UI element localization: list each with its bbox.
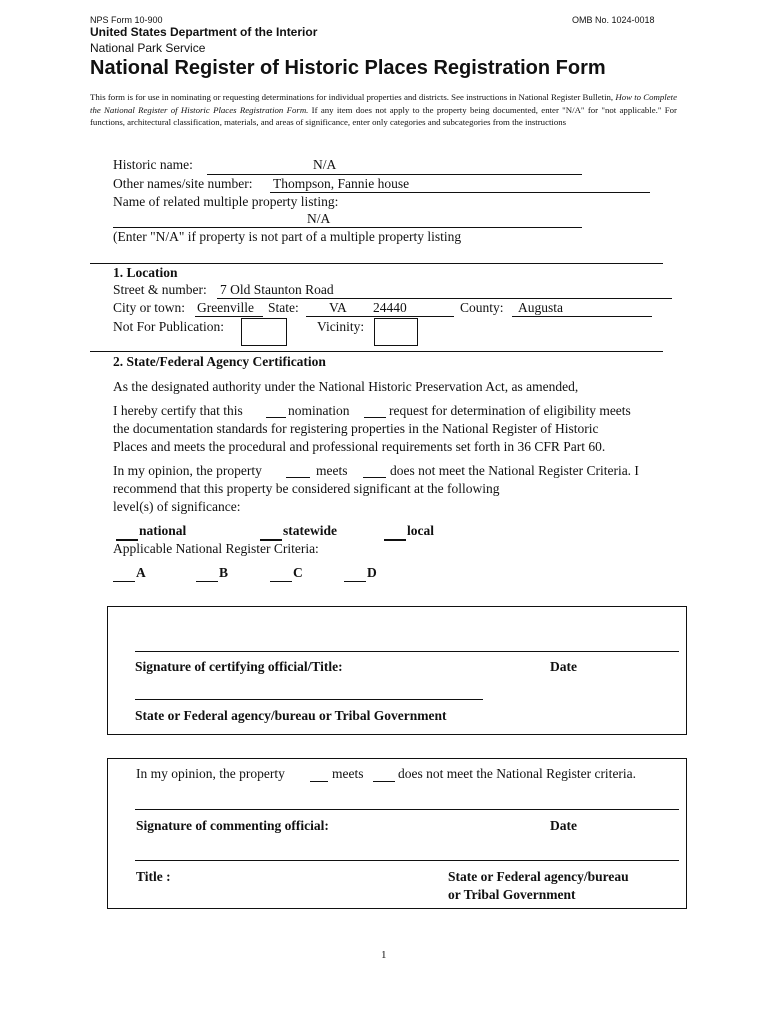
county-label: County: — [460, 300, 504, 315]
commenting-agency-label-line-2: or Tribal Government — [448, 887, 576, 902]
state-zip-underline — [306, 316, 454, 317]
certify-text-line-2: the documentation standards for registering properties in the National Register of Historic — [113, 421, 599, 436]
commenting-agency-label: State or Federal agency/bureau — [448, 869, 629, 884]
certifying-signature-label: Signature of certifying official/Title: — [135, 659, 343, 674]
commenting-title-label: Title : — [136, 869, 171, 884]
instructions-paragraph — [90, 91, 677, 129]
street-value[interactable]: 7 Old Staunton Road — [220, 282, 334, 297]
commenting-signature-label: Signature of commenting official: — [136, 818, 329, 833]
level-national: national — [139, 523, 187, 538]
criteria-b-blank[interactable] — [196, 581, 218, 582]
other-names-value[interactable]: Thompson, Fannie house — [273, 176, 410, 191]
agency-name: National Park Service — [90, 41, 206, 55]
commenting-signature-box — [107, 758, 687, 909]
commenting-does-not-meet-blank[interactable] — [373, 781, 395, 782]
other-names-underline — [270, 192, 650, 193]
county-value[interactable]: Augusta — [518, 300, 563, 315]
criteria-c-blank[interactable] — [270, 581, 292, 582]
criteria-a-blank[interactable] — [113, 581, 135, 582]
criteria-d-blank[interactable] — [344, 581, 366, 582]
city-label: City or town: — [113, 300, 186, 315]
county-underline — [512, 316, 652, 317]
commenting-meets-option: meets — [332, 766, 364, 781]
instructions-bulletin-title: How to Complete the National Register of Historic Places Registration Form. — [90, 92, 677, 115]
local-blank[interactable] — [384, 539, 406, 541]
certify-text: I hereby certify that this — [113, 403, 243, 418]
commenting-signature-line[interactable] — [135, 809, 679, 810]
other-names-label: Other names/site number: — [113, 176, 253, 191]
commenting-date-label: Date — [550, 818, 577, 833]
opinion-text: In my opinion, the property — [113, 463, 262, 478]
section-divider — [90, 263, 663, 264]
related-listing-label: Name of related multiple property listing: — [113, 194, 339, 209]
city-value[interactable]: Greenville — [197, 300, 254, 315]
street-label: Street & number: — [113, 282, 207, 297]
level-statewide: statewide — [283, 523, 337, 538]
related-listing-note: (Enter "N/A" if property is not part of a multiple property listing — [113, 229, 462, 244]
meets-option: meets — [316, 463, 348, 478]
certifying-agency-label: State or Federal agency/bureau or Tribal Government — [135, 708, 447, 723]
form-number: NPS Form 10-900 — [90, 15, 163, 25]
page-number: 1 — [381, 949, 387, 961]
department-name: United States Department of the Interior — [90, 25, 318, 39]
state-label: State: — [268, 300, 299, 315]
vicinity-checkbox[interactable] — [374, 318, 418, 346]
does-not-meet-blank[interactable] — [363, 477, 386, 478]
nomination-option: nomination — [288, 403, 350, 418]
historic-name-value[interactable]: N/A — [313, 157, 337, 172]
commenting-does-not-meet-option: does not meet the National Register criteria. — [398, 766, 637, 781]
certifying-signature-line[interactable] — [135, 651, 679, 652]
city-underline — [195, 316, 263, 317]
vicinity-label: Vicinity: — [317, 319, 365, 334]
opinion-text-line-2: recommend that this property be considered significant at the following — [113, 481, 500, 496]
criteria-a: A — [136, 565, 146, 580]
opinion-text-line-3: level(s) of significance: — [113, 499, 241, 514]
page-title: National Register of Historic Places Registration Form — [90, 57, 606, 79]
certifying-date-label: Date — [550, 659, 577, 674]
zip-value[interactable]: 24440 — [373, 300, 407, 315]
does-not-meet-option: does not meet the National Register Criteria. I — [390, 463, 639, 478]
omb-number: OMB No. 1024-0018 — [572, 15, 655, 25]
section-divider — [90, 351, 663, 352]
criteria-b: B — [219, 565, 229, 580]
instructions-text-2: If any item does not apply to the property being documented, enter "N/A" for "not applicable." For functions, architectural classification, materials, and areas of significance, enter only categories and subcategories from the instructions — [90, 104, 677, 127]
criteria-label: Applicable National Register Criteria: — [113, 541, 319, 556]
certifying-signature-box — [107, 606, 687, 735]
criteria-d: D — [367, 565, 377, 580]
meets-blank[interactable] — [286, 477, 310, 478]
historic-name-underline — [207, 174, 582, 175]
commenting-title-line[interactable] — [135, 860, 679, 861]
request-option: request for determination of eligibility meets — [389, 403, 631, 418]
certify-text-line-3: Places and meets the procedural and professional requirements set forth in 36 CFR Part 60. — [113, 439, 606, 454]
instructions-text-1: This form is for use in nominating or requesting determinations for individual properties and districts. See instructions in National Register Bulletin, — [90, 92, 616, 102]
not-for-publication-label: Not For Publication: — [113, 319, 224, 334]
certification-heading: 2. State/Federal Agency Certification — [113, 354, 326, 369]
criteria-c: C — [293, 565, 303, 580]
related-listing-value[interactable]: N/A — [307, 211, 331, 226]
commenting-meets-blank[interactable] — [310, 781, 328, 782]
not-for-publication-checkbox[interactable] — [241, 318, 287, 346]
street-underline — [217, 298, 672, 299]
level-local: local — [407, 523, 434, 538]
authority-statement: As the designated authority under the National Historic Preservation Act, as amended, — [113, 379, 579, 394]
nomination-blank[interactable] — [266, 417, 286, 418]
commenting-opinion-text: In my opinion, the property — [136, 766, 285, 781]
request-blank[interactable] — [364, 417, 386, 418]
related-listing-underline — [113, 227, 582, 228]
location-heading: 1. Location — [113, 265, 178, 280]
historic-name-label: Historic name: — [113, 157, 193, 172]
state-value[interactable]: VA — [329, 300, 347, 315]
certifying-agency-line[interactable] — [135, 699, 483, 700]
